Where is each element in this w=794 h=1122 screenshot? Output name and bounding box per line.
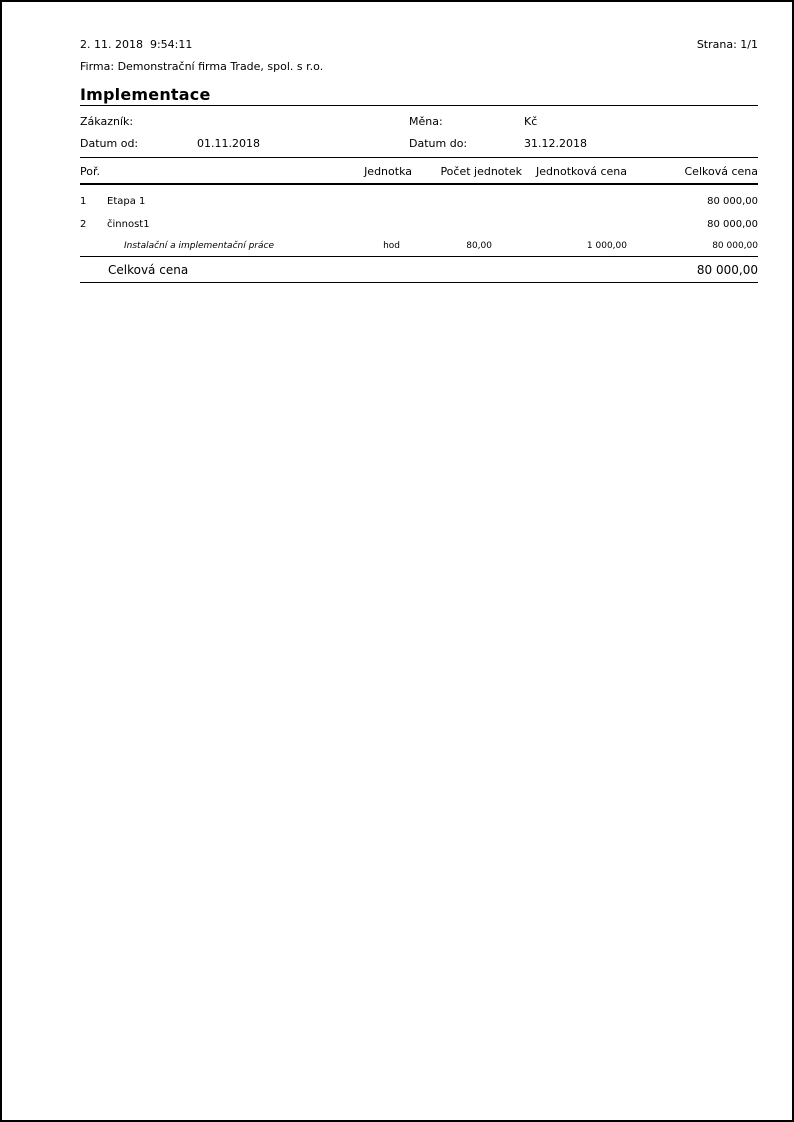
filter-row-dates xyxy=(80,132,758,154)
items-table xyxy=(80,158,758,283)
detail-unit-price: 1 000,00 xyxy=(586,241,627,251)
filter-section xyxy=(80,106,758,158)
header-cell-number: Poř. xyxy=(80,165,100,178)
row-number: 2 xyxy=(80,219,87,230)
row-total-price: 80 000,00 xyxy=(707,196,758,207)
detail-name: Instalační a implementační práce xyxy=(124,241,274,251)
row-unit xyxy=(334,196,412,208)
row-name: Etapa 1 xyxy=(107,196,146,207)
grand-total-label: Celková cena xyxy=(108,263,189,277)
header-cell-total-price: Celková cena xyxy=(684,165,758,178)
header-cell-unit: Jednotka xyxy=(364,165,412,178)
table-detail-row xyxy=(80,231,758,257)
report-meta-row xyxy=(80,38,758,51)
row-unit-price xyxy=(522,196,627,208)
row-number: 1 xyxy=(80,196,87,207)
table-header-row xyxy=(80,158,758,185)
print-datetime: 2. 11. 2018 9:54:11 xyxy=(80,38,193,51)
filter-row-customer-currency xyxy=(80,110,758,132)
header-cell-name xyxy=(107,165,334,178)
currency-label: Měna: xyxy=(409,114,443,128)
row-unit xyxy=(334,219,412,231)
date-to-value: 31.12.2018 xyxy=(524,136,587,150)
date-from-value: 01.11.2018 xyxy=(197,136,260,150)
company-line: Firma: Demonstrační firma Trade, spol. s r.o. xyxy=(80,60,324,73)
header-cell-unit-price: Jednotková cena xyxy=(536,165,627,178)
customer-label: Zákazník: xyxy=(80,114,134,128)
date-from-label: Datum od: xyxy=(80,136,139,150)
grand-total-row xyxy=(80,257,758,283)
row-unit-price xyxy=(522,219,627,231)
currency-value: Kč xyxy=(524,114,538,128)
total-indent xyxy=(80,263,108,277)
date-to-label: Datum do: xyxy=(409,136,468,150)
row-total-price: 80 000,00 xyxy=(707,219,758,230)
row-quantity xyxy=(412,219,522,231)
report-content xyxy=(80,2,758,283)
detail-number xyxy=(80,241,107,252)
table-row xyxy=(80,185,758,208)
detail-quantity: 80,00 xyxy=(466,241,492,251)
table-row xyxy=(80,208,758,231)
header-cell-quantity: Počet jednotek xyxy=(440,165,522,178)
detail-total-price: 80 000,00 xyxy=(712,241,758,251)
grand-total-value: 80 000,00 xyxy=(696,263,758,277)
detail-unit: hod xyxy=(383,241,400,251)
row-quantity xyxy=(412,196,522,208)
row-name: činnost1 xyxy=(107,219,150,230)
report-title: Implementace xyxy=(80,86,758,106)
page-number: Strana: 1/1 xyxy=(696,38,758,51)
